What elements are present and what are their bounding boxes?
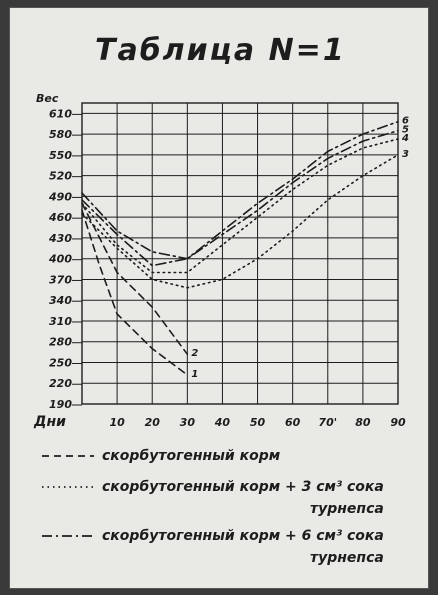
x-tick-label: 90: [390, 416, 406, 429]
series-end-label: 6: [402, 115, 409, 127]
tick-labels: [48, 107, 406, 429]
y-tick-label: 580: [49, 128, 72, 142]
series-line-4: [82, 139, 398, 273]
y-tick-label: 550: [49, 148, 72, 162]
x-tick-label: 70': [318, 416, 338, 429]
y-tick-label: 340: [49, 294, 72, 308]
y-tick-label: 220: [49, 377, 72, 391]
y-tick-label: 190: [49, 398, 72, 411]
series-end-label: 4: [402, 132, 409, 144]
legend-text: турнепса: [310, 550, 384, 566]
legend-text: скорбутогенный корм: [102, 448, 281, 464]
y-tick-label: 520: [49, 169, 72, 183]
y-tick-label: 610: [49, 107, 72, 121]
chart-paper: [10, 8, 428, 588]
series-lines: [82, 122, 398, 375]
series-line-3: [82, 155, 398, 288]
y-tick-label: 250: [49, 356, 72, 370]
legend-text: скорбутогенный корм + 3 см³ сока: [102, 479, 384, 495]
legend-text: турнепса: [310, 501, 384, 517]
x-tick-label: 30: [179, 416, 195, 429]
x-tick-label: 80: [355, 416, 371, 429]
y-tick-label: 310: [49, 314, 72, 328]
series-end-label: 1: [191, 368, 199, 380]
x-tick-label: 40: [214, 416, 231, 429]
chart-title: Таблица N=1: [95, 33, 346, 68]
series-line-5: [82, 131, 398, 266]
x-tick-label: 60: [285, 416, 301, 429]
series-end-label: 2: [191, 348, 199, 360]
chart-grid: [82, 103, 398, 404]
y-tick-label: 460: [49, 211, 72, 225]
plot-frame: [82, 103, 398, 404]
y-tick-label: 400: [49, 252, 72, 266]
chart-svg: [10, 8, 428, 588]
y-tick-label: 370: [49, 273, 72, 287]
legend: [42, 448, 384, 566]
x-tick-label: 10: [109, 416, 125, 429]
y-tick-label: 430: [49, 231, 72, 245]
series-end-label: 5: [402, 124, 409, 136]
y-axis-label: Вес: [36, 92, 59, 105]
series-end-label: 3: [402, 148, 409, 160]
x-tick-label: 50: [249, 416, 266, 429]
y-tick-label: 280: [49, 335, 72, 349]
x-axis-label: Дни: [34, 414, 66, 430]
legend-text: скорбутогенный корм + 6 см³ сока: [102, 528, 384, 544]
y-tick-label: 490: [49, 190, 72, 204]
x-tick-label: 20: [144, 416, 160, 429]
